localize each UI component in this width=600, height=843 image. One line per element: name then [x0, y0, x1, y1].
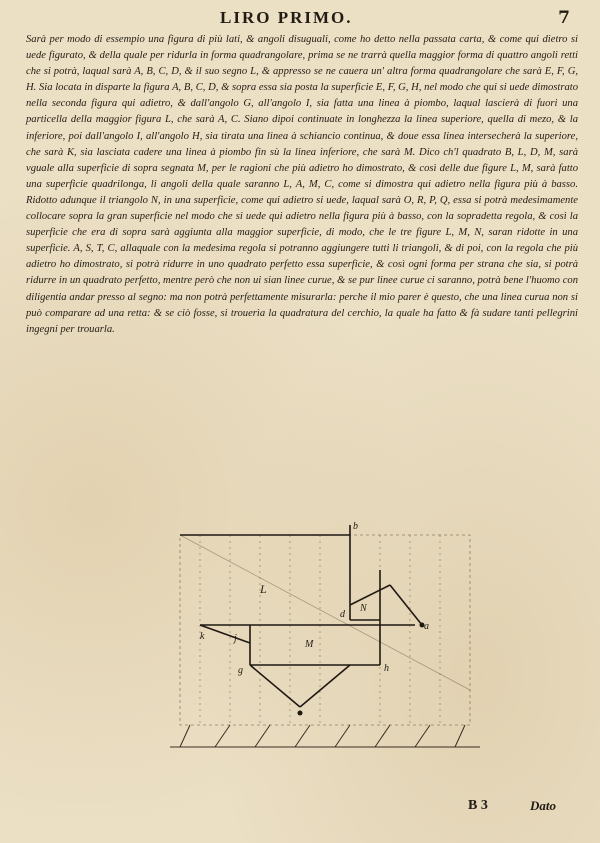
label-h: h [384, 663, 389, 674]
body-text [26, 32, 578, 338]
page-number: 7 [558, 8, 570, 28]
body-paragraph: Sarà per modo di essempio una figura di più lati, & angoli disuguali, come ho detto nella passata carta, & come qui dietro si uede figurato, & della quale per ridurla in forma quadrangolare, prima se ne trarrà quella maggior forma di quattro angoli retti che si potrà, laqual sarà A, B, C, D, & il suo segno L, & appresso se ne cauera un' altra forma quadrangolare che sarà E, F, G, H. Sia locata in disparte la figura A, B, C, D, & sopra essa sia posta la superficie E, F, G, H, nel modo che qui si uede dimostrato nella seconda figura qui adietro, & dall'angolo G, all'angolo I, sia fatta una linea à piombo, laqual lascierà di fuori una particella della maggior figura L, che sarà A, C. Siano dipoi continuate in longhezza la linea superiore, quella di mezo, & la inferiore, poi dall'angolo I, all'angolo H, sia tirata una linea à schiancio continua, & doue essa linea intersecherà la superiore, che sarà K, sia lasciata cadere una linea à piombo fin sù la linea inferiore, che sarà M. Dico ch'l quadrato B, L, D, M, sarà vguale alla superficie di sopra segnata M, per le ragioni che più adietro ho dimostrato, & così delle due figure L, M, sarà fatto una superficie quadrilonga, li angoli della quale saranno L, A, M, C, come si dimostra qui adietro nella figura più à basso. Ridotto adunque il triangolo N, in una superficie, come qui adietro si uede, laqual sarà O, R, P, Q, essa si potrà medesimamente collocare sopra la gran superficie nel modo che si uede qui adietro nella figura più à basso, con la sopradetta regola, & così la superficie che era di sopra sarà aggiunta alla maggior superficie, di modo, che le tre figure L, M, N, saran ridotte in una superficie. A, S, T, C, allaquale con la medesima regola si potranno aggiungere tutti li triangoli, & di poi, con la regola che più adietro ho dimostrato, si potrà ridurre in uno quadrato perfetto essa superficie, & così ogni forma per strana che sia, si potrà ridurre in un quadrato perfetto, mentre però che non ui sian linee curue, & se pur linee curue ci saranno, potrà bene l'huomo con diligentia andar presso al segno: ma non potrà perfettamente misurarla: perche il mio parer è questo, che una linea curua non si può comparare ad una retta: & se ciò fosse, si trouerìa la quadratura del cerchio, la quale ha fatto & fà sudare tanti pellegrini ingegni per trouarla. [26, 34, 578, 335]
figure-bottom-point [298, 711, 303, 716]
geometric-figure [160, 515, 490, 760]
figure-shape [180, 525, 422, 707]
catchword: Dato [530, 798, 556, 813]
running-head [0, 6, 600, 30]
label-l: L [260, 582, 267, 596]
label-j: j [234, 633, 237, 644]
page-footer [0, 794, 600, 824]
signature-mark: B 3 [468, 798, 488, 813]
figure-diagram [160, 515, 490, 760]
label-k: k [200, 631, 205, 642]
label-g: g [238, 665, 243, 676]
label-b: b [353, 521, 358, 532]
label-n: N [360, 603, 367, 614]
label-d: d [340, 609, 345, 620]
figure-base [170, 725, 480, 747]
running-title: LIRO PRIMO. [220, 8, 353, 27]
label-a: a [424, 621, 429, 632]
label-m: M [305, 639, 314, 650]
